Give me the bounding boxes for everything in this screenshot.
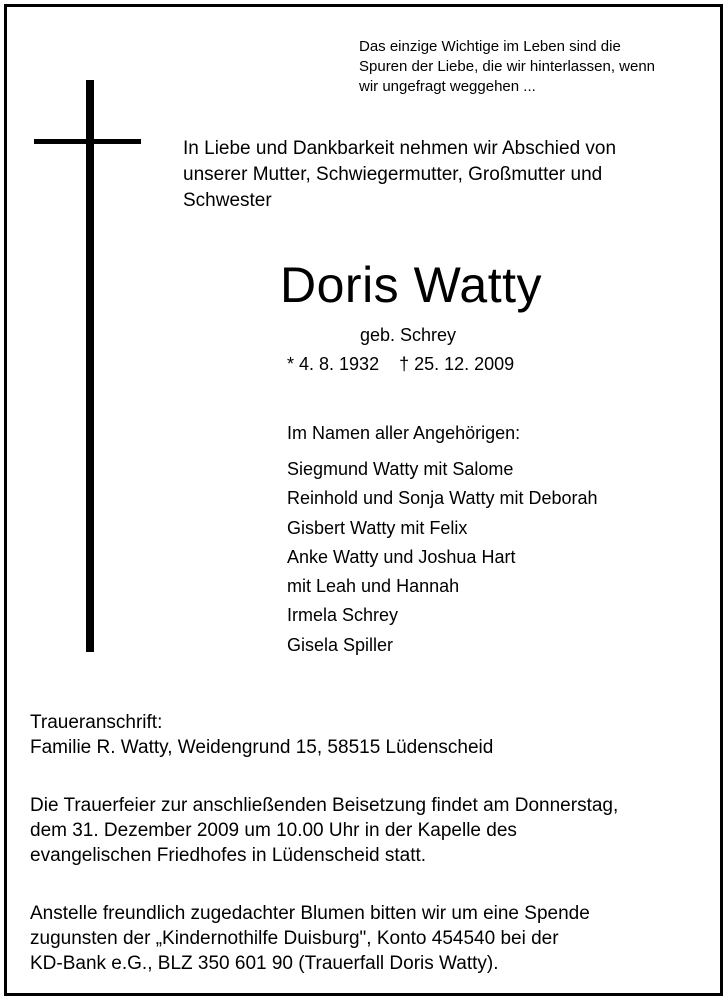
mourner-name: Anke Watty und Joshua Hart	[287, 546, 516, 567]
mourners-list	[287, 455, 598, 660]
life-dates	[287, 352, 514, 376]
donation-line: Anstelle freundlich zugedachter Blumen bitten wir um eine Spende	[30, 903, 590, 924]
ceremony-info	[30, 793, 618, 868]
deceased-name: Doris Watty	[280, 257, 542, 313]
mourning-address	[30, 710, 493, 760]
birth-date: * 4. 8. 1932	[287, 354, 380, 374]
donation-request	[30, 901, 590, 976]
ceremony-line: Die Trauerfeier zur anschließenden Beisetzung findet am Donnerstag,	[30, 795, 619, 816]
intro-line: unserer Mutter, Schwiegermutter, Großmutter und	[183, 164, 603, 185]
intro-text	[183, 136, 616, 214]
motto-line: wir ungefragt weggehen ...	[359, 78, 536, 95]
intro-line: In Liebe und Dankbarkeit nehmen wir Abschied von	[183, 138, 617, 159]
mourner-name: Siegmund Watty mit Salome	[287, 459, 514, 479]
birth-name: geb. Schrey	[360, 325, 457, 345]
mourner-name: mit Leah und Hannah	[287, 576, 460, 597]
intro-line: Schwester	[183, 190, 272, 211]
motto-line: Das einzige Wichtige im Leben sind die	[359, 38, 621, 55]
mourner-name: Gisbert Watty mit Felix	[287, 517, 468, 538]
ceremony-line: dem 31. Dezember 2009 um 10.00 Uhr in der Kapelle des	[30, 820, 517, 841]
mourner-name: Gisela Spiller	[287, 634, 394, 655]
cross-icon	[86, 80, 94, 652]
donation-line: zugunsten der „Kindernothilfe Duisburg", Konto 454540 bei der	[30, 928, 559, 949]
mourner-name: Reinhold und Sonja Watty mit Deborah	[287, 488, 598, 509]
address-line: Traueranschrift:	[30, 712, 163, 733]
mourners-title: Im Namen aller Angehörigen:	[287, 423, 521, 443]
death-date: † 25. 12. 2009	[399, 354, 515, 374]
ceremony-line: evangelischen Friedhofes in Lüdenscheid statt.	[30, 845, 427, 866]
mourner-name: Irmela Schrey	[287, 605, 399, 626]
donation-line: KD-Bank e.G., BLZ 350 601 90 (Trauerfall Doris Watty).	[30, 953, 499, 974]
motto-quote	[359, 37, 655, 97]
address-line: Familie R. Watty, Weidengrund 15, 58515 Lüdenscheid	[30, 737, 494, 758]
motto-line: Spuren der Liebe, die wir hinterlassen, wenn	[359, 58, 656, 75]
cross-icon-bar	[34, 139, 141, 144]
